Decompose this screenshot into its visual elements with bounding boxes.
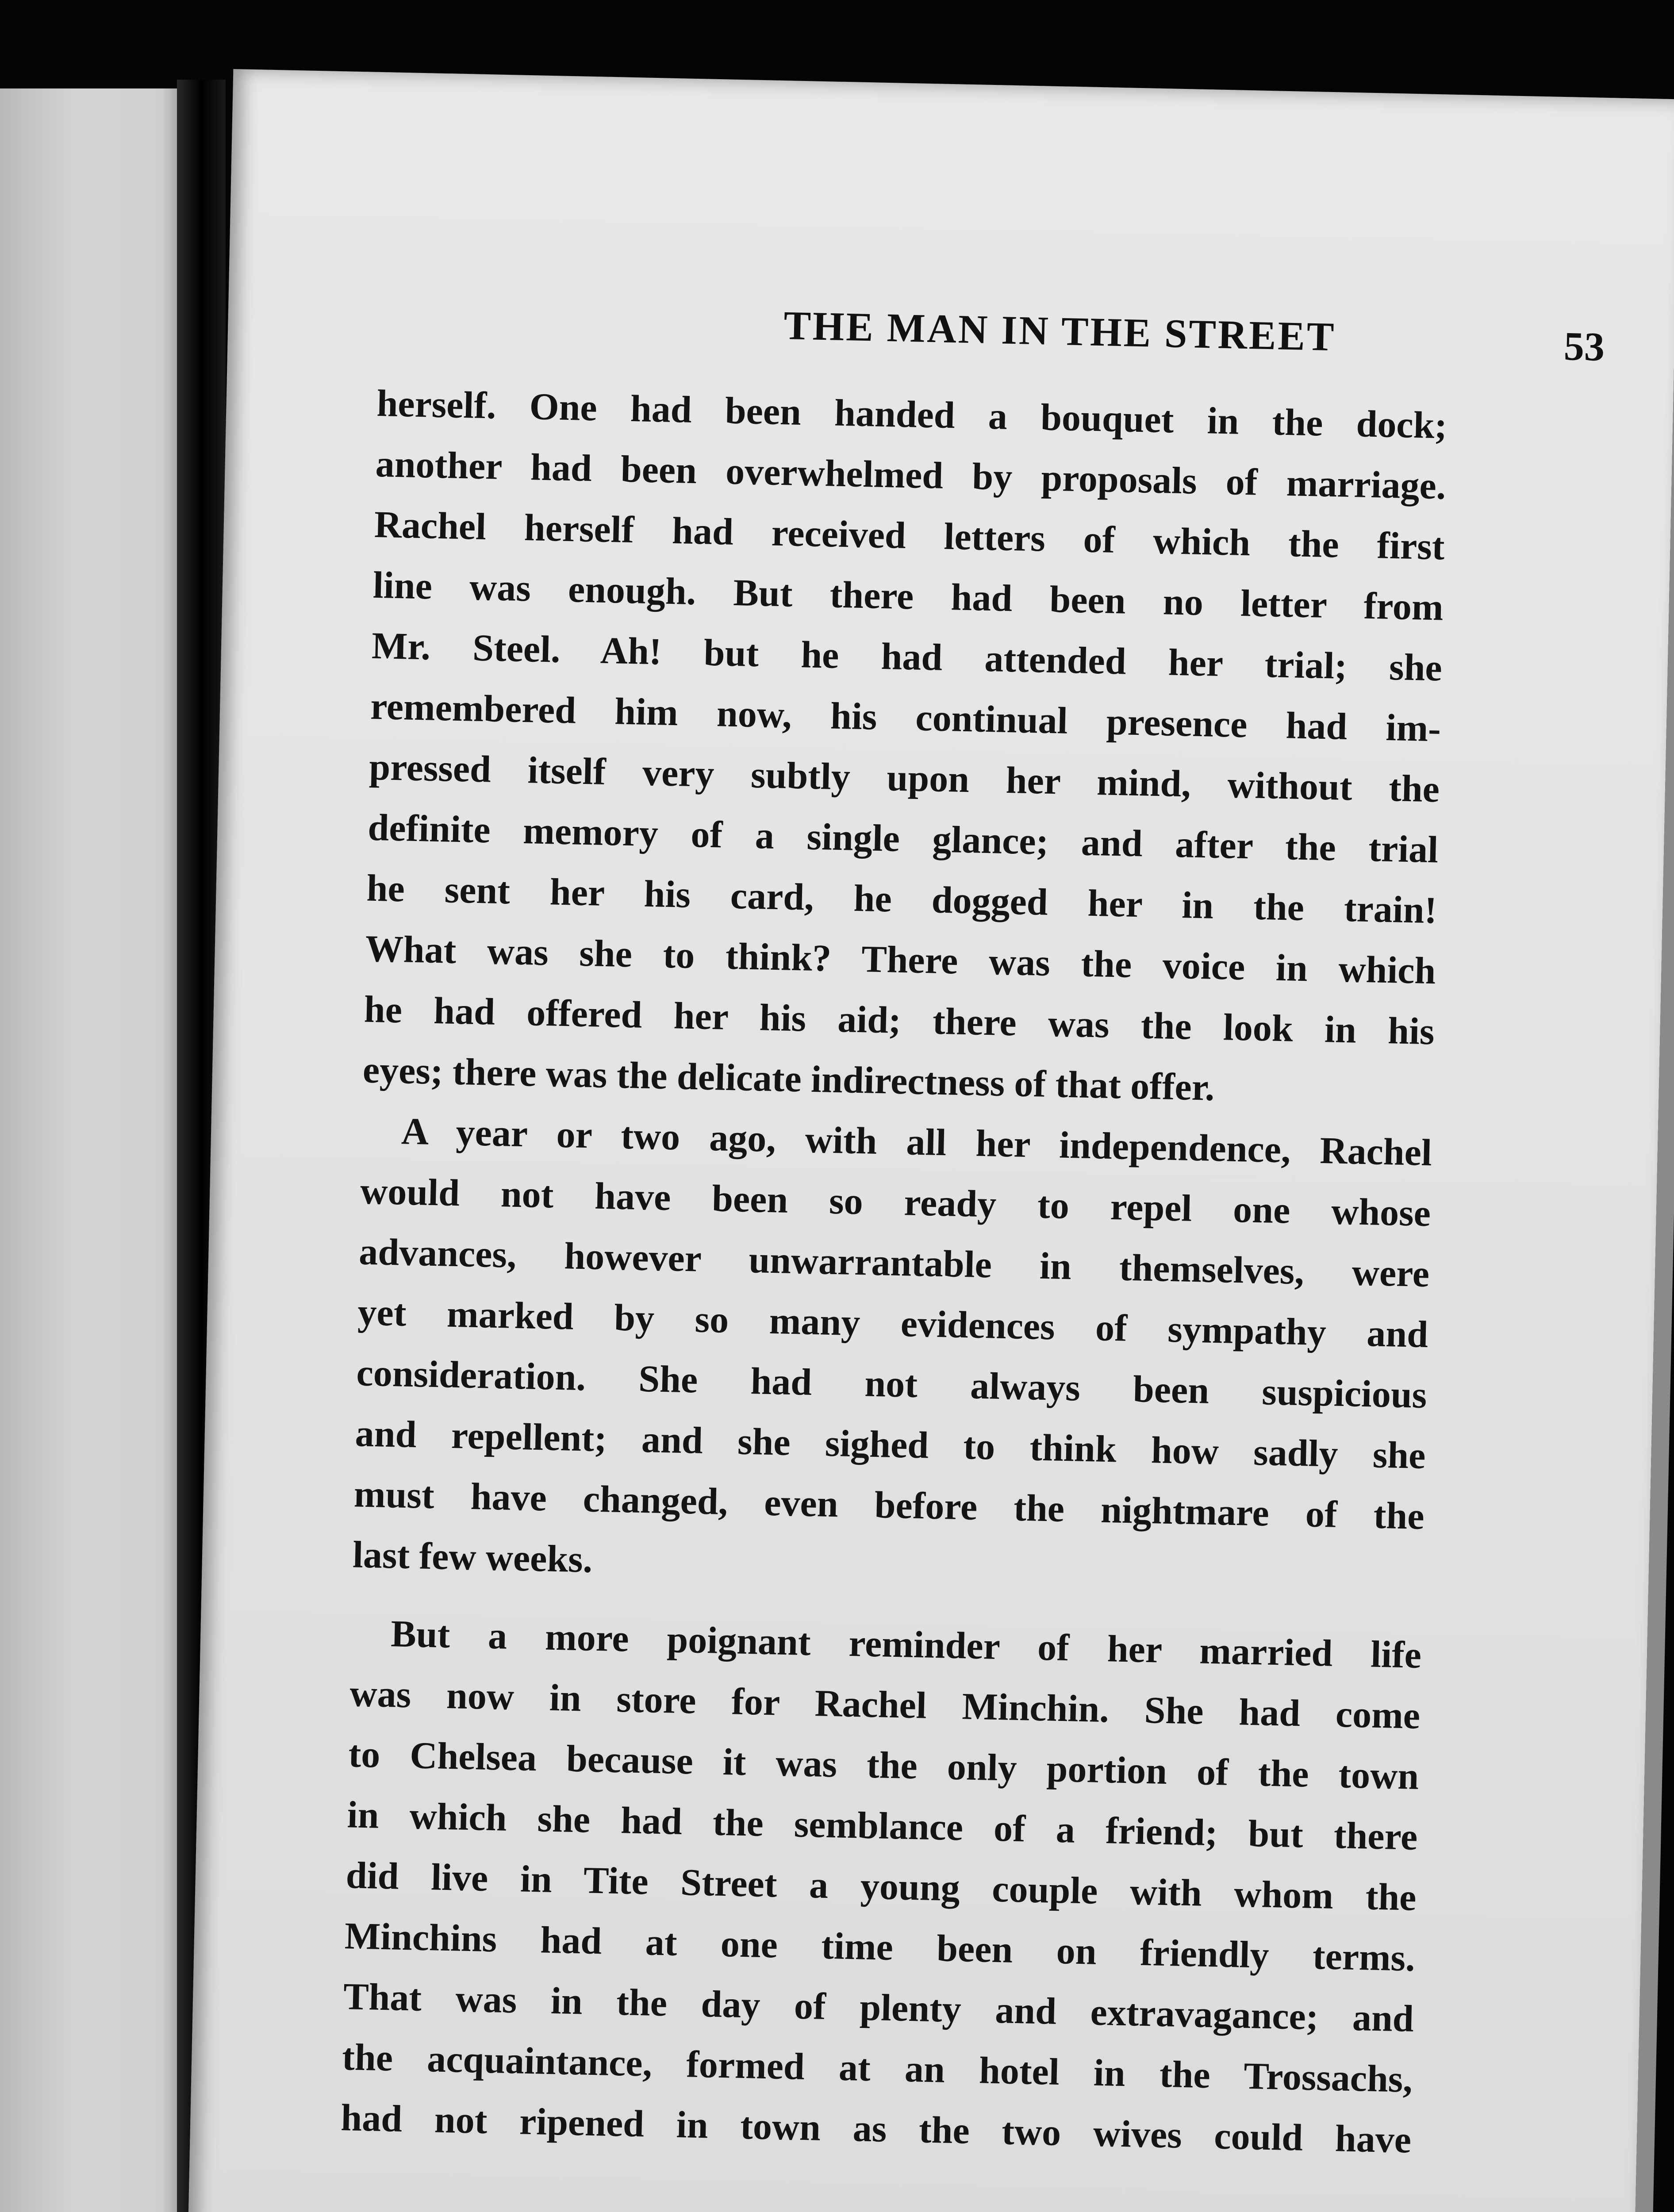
- text-line: yet marked by so many evidences of sympathy and: [357, 1290, 1429, 1356]
- text-line: last few weeks.: [352, 1533, 593, 1581]
- text-line: line was enough. But there had been no letter from: [372, 563, 1444, 629]
- text-line: consideration. She had not always been suspicious: [356, 1351, 1428, 1417]
- running-head: THE MAN IN THE STREET: [783, 303, 1336, 360]
- text-line: did live in Tite Street a young couple with whom the: [345, 1854, 1417, 1919]
- text-line: was now in store for Rachel Minchin. She had come: [349, 1672, 1421, 1737]
- text-line: advances, however unwarrantable in themselves, were: [358, 1230, 1430, 1295]
- book-page: [183, 69, 1674, 2212]
- text-line: Mr. Steel. Ah! but he had attended her trial; she: [371, 624, 1443, 689]
- text-line: Rachel herself had received letters of which the first: [373, 503, 1445, 568]
- text-line: eyes; there was the delicate indirectness of that offer.: [362, 1048, 1215, 1109]
- text-line: definite memory of a single glance; and after the trial: [367, 806, 1439, 871]
- text-line: had not ripened in town as the two wives could have: [340, 2096, 1412, 2161]
- text-line: Minchins had at one time been on friendly terms.: [344, 1914, 1416, 1979]
- text-line: another had been overwhelmed by proposals of marriage.: [375, 442, 1447, 507]
- text-line: herself. One had been handed a bouquet in the dock;: [376, 381, 1448, 447]
- text-line: would not have been so ready to repel one whose: [360, 1169, 1431, 1235]
- text-line: to Chelsea because it was the only portion of the town: [348, 1732, 1420, 1797]
- text-line: remembered him now, his continual presence had im-: [370, 684, 1441, 750]
- text-line: he had offered her his aid; there was the look in his: [363, 987, 1435, 1053]
- facing-page-edge: [0, 88, 190, 2212]
- text-line: in which she had the semblance of a friend; but there: [346, 1793, 1418, 1858]
- page-body-text: [340, 373, 1448, 2170]
- text-line: the acquaintance, formed at an hotel in the Trossachs,: [342, 2035, 1413, 2101]
- text-line: But a more poignant reminder of her married life: [390, 1612, 1422, 1676]
- text-line: pressed itself very subtly upon her mind, without the: [369, 745, 1440, 810]
- text-line: A year or two ago, with all her independence, Rachel: [401, 1110, 1432, 1174]
- text-line: must have changed, even before the nightmare of the: [353, 1472, 1425, 1538]
- text-line: That was in the day of plenty and extravagance; and: [343, 1975, 1414, 2040]
- text-line: What was she to think? There was the voice in which: [365, 927, 1436, 992]
- text-line: and repellent; and she sighed to think how sadly she: [354, 1412, 1426, 1477]
- page-number: 53: [1563, 323, 1605, 369]
- text-line: he sent her his card, he dogged her in the train!: [366, 866, 1438, 932]
